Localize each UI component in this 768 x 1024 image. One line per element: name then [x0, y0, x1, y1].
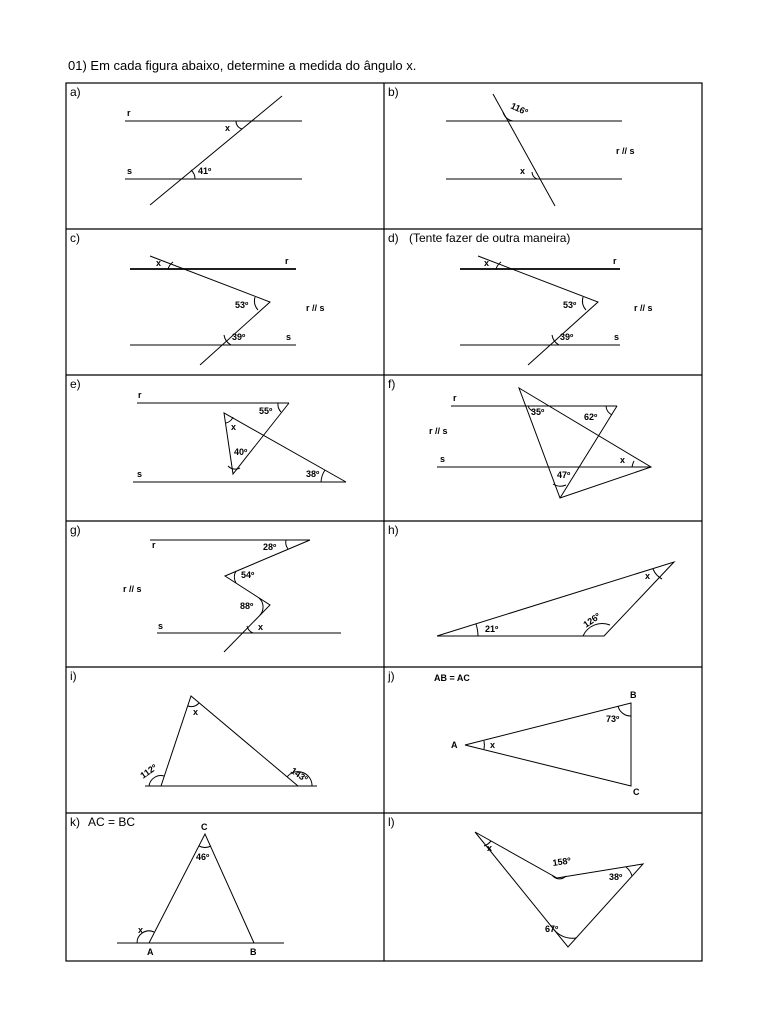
panel-c [70, 231, 325, 365]
angle-label-top: 28º [263, 542, 277, 552]
parallel-note: r // s [429, 426, 448, 436]
panel-label: j) [388, 669, 395, 683]
angle-label-x: x [225, 123, 231, 133]
exercise-number: 01 [68, 58, 83, 73]
angle-label-x: x [138, 925, 144, 935]
angle-label-x: x [156, 258, 162, 268]
angle-label-reflex: 158º [551, 855, 572, 868]
angle-label-x: x [487, 843, 493, 853]
angle-label-left: 112º [138, 762, 159, 781]
angle-label-bottom: 67º [545, 924, 559, 934]
panel-j [387, 669, 640, 797]
line-label-s: s [440, 454, 446, 464]
angle-label-x: x [193, 707, 199, 717]
vertex-label-b: B [630, 690, 637, 700]
line-label-r: r [613, 256, 617, 266]
panel-label: d) [388, 231, 399, 245]
angle-label-given: 116º [509, 100, 530, 118]
vertex-label-c: C [633, 787, 640, 797]
panel-l [388, 815, 643, 947]
vertex-label-a: A [451, 740, 458, 750]
line-label-s: s [286, 332, 292, 342]
panel-label: g) [70, 523, 81, 537]
line-label-r: r [453, 393, 457, 403]
angle-label-lower: 88º [240, 601, 254, 611]
exercise-text: ) Em cada figura abaixo, determine a medida do ângulo x. [82, 58, 417, 73]
angle-label-bottom: 39º [560, 332, 574, 342]
panel-label: a) [70, 85, 81, 99]
angle-label-b: 73º [606, 714, 620, 724]
condition: AC = BC [88, 815, 136, 829]
vertex-label-a: A [147, 947, 154, 957]
panel-grid [66, 83, 702, 961]
angle-label-top: 55º [259, 406, 273, 416]
angle-label-bottom: 38º [306, 469, 320, 479]
angle-label-x: x [484, 258, 490, 268]
angle-label-mid: 54º [241, 570, 255, 580]
panel-label: i) [70, 669, 77, 683]
panel-label: f) [388, 377, 396, 391]
line-label-r: r [285, 256, 289, 266]
panel-label: c) [70, 231, 80, 245]
panel-label: h) [388, 523, 399, 537]
angle-label-right: 143º [288, 765, 310, 785]
angle-label-x: x [490, 740, 496, 750]
panel-h [388, 523, 674, 636]
panel-d [388, 231, 653, 365]
angle-label-given: 41º [198, 166, 212, 176]
angle-label-x: x [520, 166, 526, 176]
line-label-s: s [127, 166, 133, 176]
panel-label: k) [70, 815, 80, 829]
panel-a [70, 85, 302, 205]
angle-label-vertex: 53º [563, 300, 577, 310]
line-label-s: s [614, 332, 620, 342]
line-label-r: r [138, 390, 142, 400]
angle-label-right: 38º [609, 872, 623, 882]
panel-f [388, 377, 651, 498]
line-label-s: s [158, 621, 164, 631]
panel-label: l) [388, 815, 395, 829]
parallel-note: r // s [634, 303, 653, 313]
angle-label-left: 21º [485, 624, 499, 634]
angle-label-bottom: 47º [557, 470, 571, 480]
angle-label-x: x [645, 571, 651, 581]
angle-label-x: x [231, 422, 237, 432]
angle-label-right: 62º [584, 412, 598, 422]
parallel-note: r // s [123, 584, 142, 594]
angle-label-mid: 40º [234, 447, 248, 457]
panel-label: e) [70, 377, 81, 391]
line-label-r: r [152, 540, 156, 550]
condition: AB = AC [434, 673, 470, 683]
line-label-s: s [137, 469, 143, 479]
parallel-note: r // s [616, 146, 635, 156]
angle-label-c: 46º [196, 852, 210, 862]
angle-label-x: x [620, 455, 626, 465]
panel-b [388, 85, 635, 206]
angle-label-vertex: 53º [235, 300, 249, 310]
angle-label-x: x [258, 622, 264, 632]
panel-e [70, 377, 346, 482]
panel-g [70, 523, 341, 652]
angle-label-left: 35º [531, 407, 545, 417]
angle-label-bottom: 39º [232, 332, 246, 342]
vertex-label-b: B [250, 947, 257, 957]
panel-note: (Tente fazer de outra maneira) [409, 231, 571, 245]
parallel-note: r // s [306, 303, 325, 313]
line-label-r: r [127, 108, 131, 118]
panel-k [70, 815, 284, 957]
angle-label-right: 126º [581, 610, 603, 630]
vertex-label-c: C [201, 822, 208, 832]
panel-i [70, 669, 317, 786]
panel-label: b) [388, 85, 399, 99]
